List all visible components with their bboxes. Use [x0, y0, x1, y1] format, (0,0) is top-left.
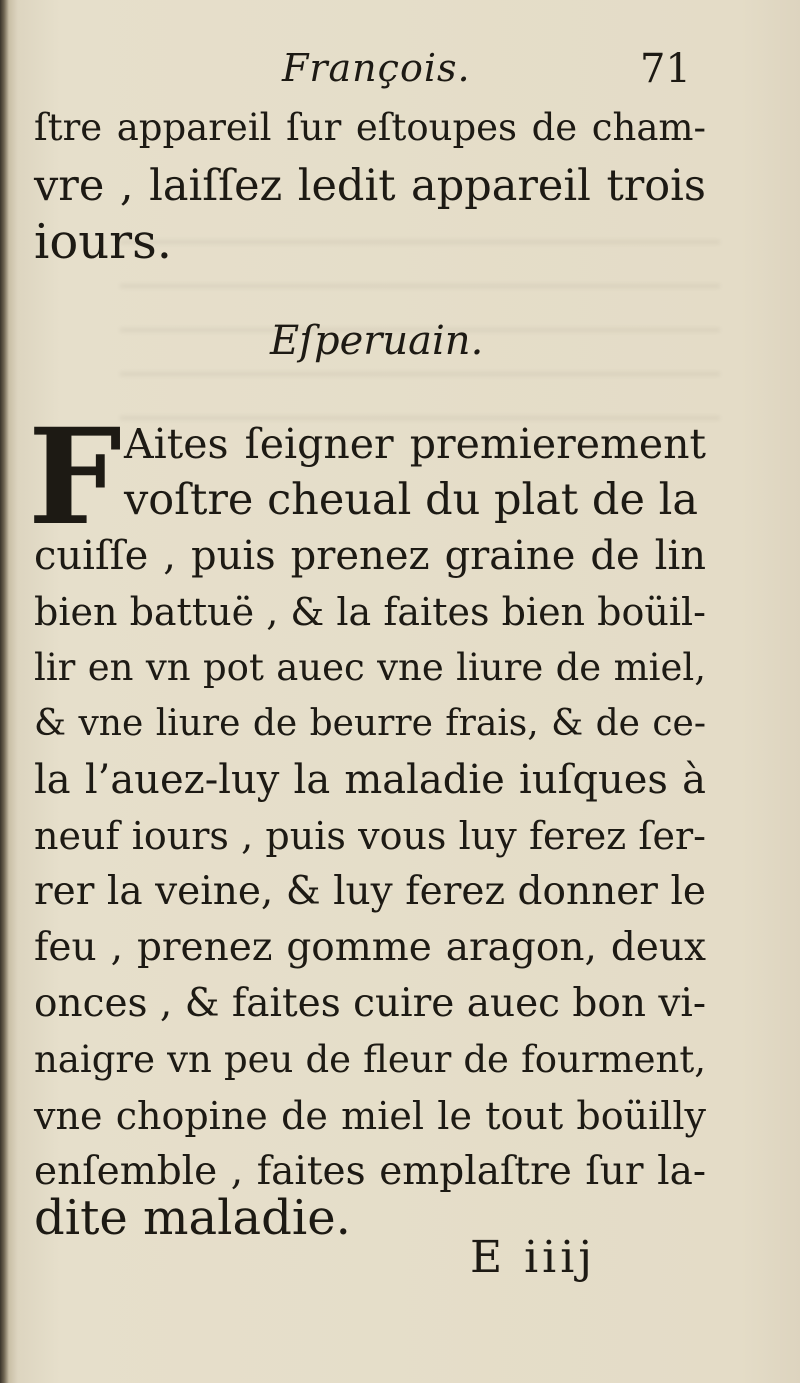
text-line: dite maladie. — [34, 1190, 351, 1246]
text-line: vre , laiſſez ledit appareil trois — [34, 161, 706, 211]
text-line: & vne liure de beurre frais, & de ce- — [34, 703, 706, 744]
text-line: la l’auez-luy la maladie iuſques à — [34, 757, 706, 803]
text-line: enſemble , faites emplaſtre ſur la- — [34, 1149, 706, 1194]
page-header — [0, 38, 800, 98]
text-line: Aites ſeigner premierement — [124, 420, 706, 468]
catchword-signature: E iiij — [470, 1232, 596, 1283]
drop-capital: F — [28, 400, 122, 555]
text-line: naigre vn peu de fleur de fourment, — [34, 1038, 706, 1081]
text-line: lir en vn pot auec vne liure de miel, — [34, 646, 706, 689]
text-line: voſtre cheual du plat de la — [124, 475, 698, 525]
text-line: neuf iours , puis vous luy ferez ſer- — [34, 814, 706, 858]
text-line: onces , & faites cuire auec bon vi- — [34, 981, 707, 1026]
text-line: bien battuë , & la faites bien boüil- — [34, 590, 706, 634]
running-head: François. — [282, 46, 471, 90]
section-title: Eſperuain. — [270, 318, 484, 364]
page-number: 71 — [640, 46, 691, 92]
text-line: rer la veine, & luy ferez donner le — [34, 869, 706, 914]
text-line: vne chopine de miel le tout boüilly — [34, 1094, 706, 1138]
text-line: feu , prenez gomme aragon, deux — [34, 925, 706, 970]
text-line: iours. — [34, 214, 172, 270]
text-line: cuiſſe , puis prenez graine de lin — [34, 533, 706, 579]
text-line: ſtre appareil ſur eſtoupes de cham- — [34, 106, 706, 149]
